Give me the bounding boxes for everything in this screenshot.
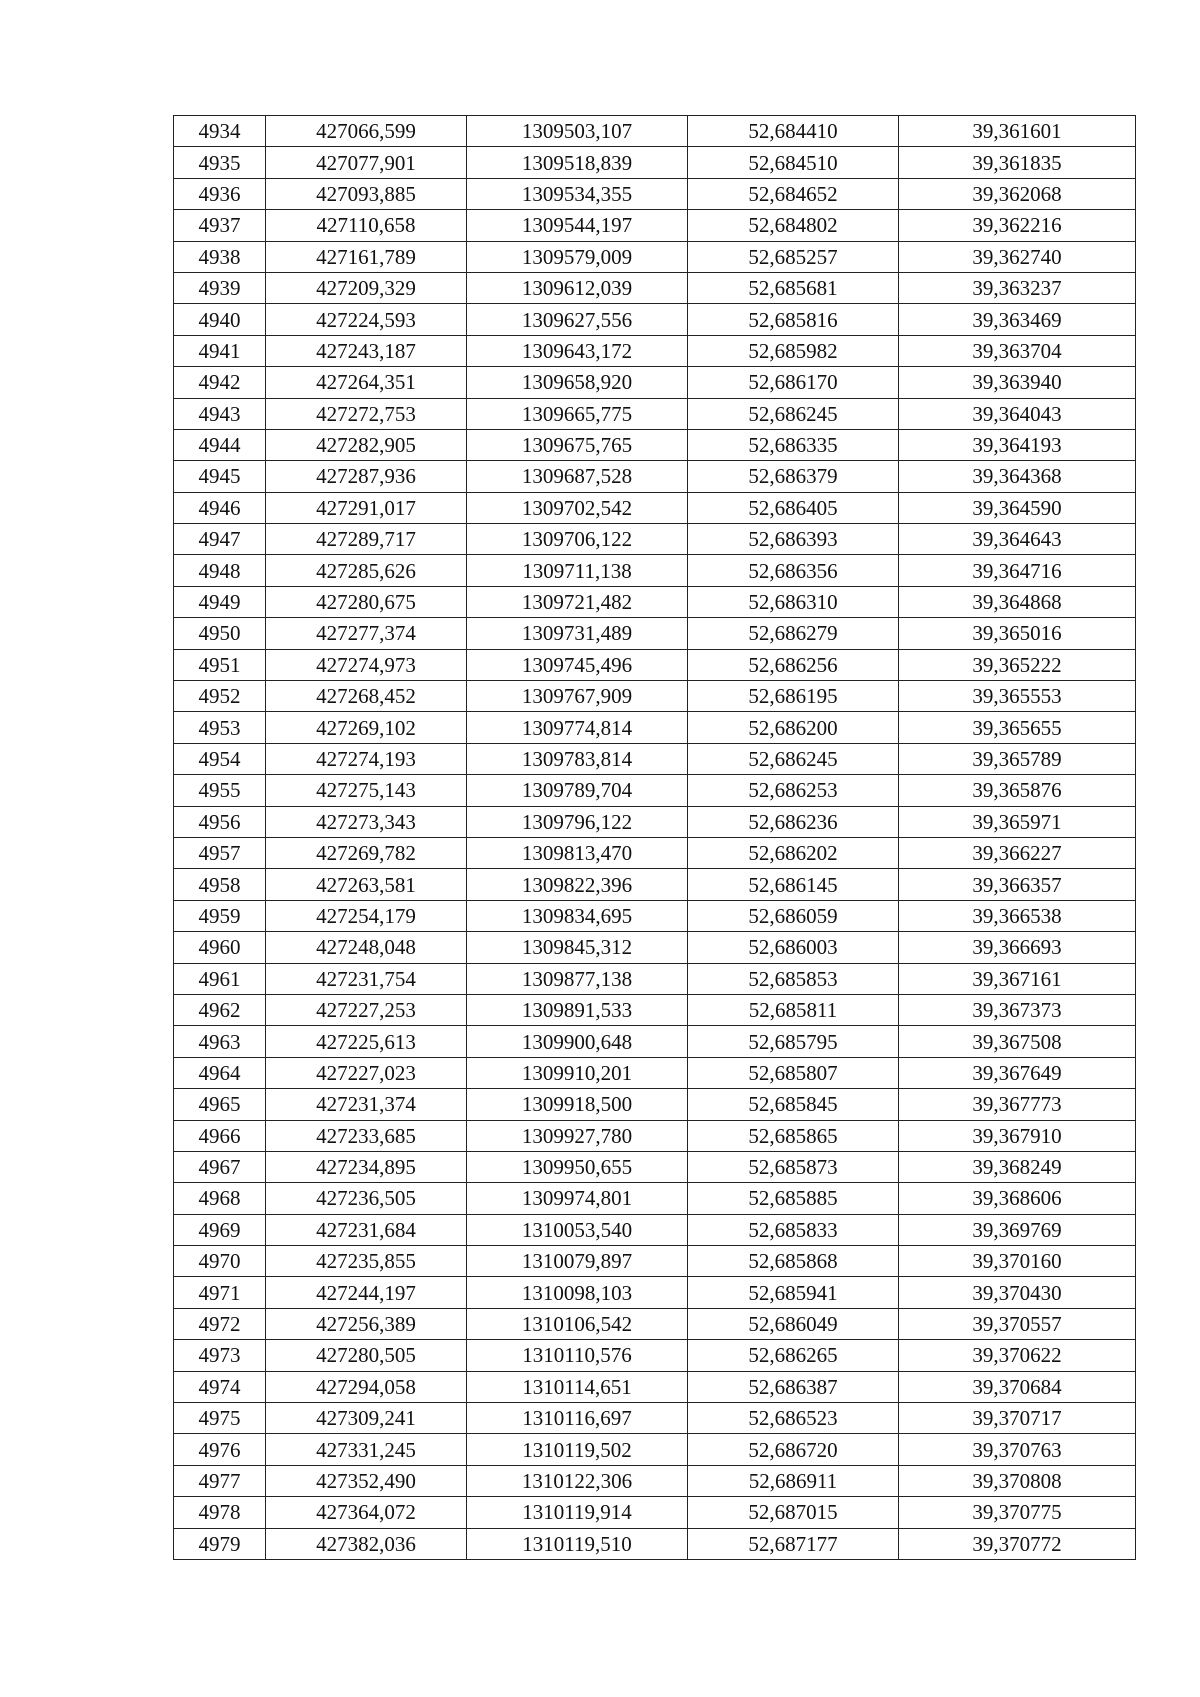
longitude-cell: 39,370717 [899,1403,1136,1434]
table-row [174,869,1136,900]
latitude-cell: 52,685865 [688,1120,899,1151]
x-coordinate-cell: 427274,193 [266,743,467,774]
longitude-cell: 39,367910 [899,1120,1136,1151]
latitude-cell: 52,686145 [688,869,899,900]
latitude-cell: 52,685868 [688,1246,899,1277]
table-row [174,1026,1136,1057]
x-coordinate-cell: 427161,789 [266,241,467,272]
table-row [174,1465,1136,1496]
x-coordinate-cell: 427277,374 [266,618,467,649]
x-coordinate-cell: 427233,685 [266,1120,467,1151]
point-number-cell: 4940 [174,304,266,335]
longitude-cell: 39,363704 [899,335,1136,366]
longitude-cell: 39,370775 [899,1497,1136,1528]
y-coordinate-cell: 1309950,655 [467,1151,688,1182]
x-coordinate-cell: 427275,143 [266,775,467,806]
x-coordinate-cell: 427382,036 [266,1528,467,1559]
longitude-cell: 39,368249 [899,1151,1136,1182]
point-number-cell: 4978 [174,1497,266,1528]
latitude-cell: 52,686200 [688,712,899,743]
point-number-cell: 4973 [174,1340,266,1371]
point-number-cell: 4966 [174,1120,266,1151]
longitude-cell: 39,364643 [899,524,1136,555]
table-row [174,335,1136,366]
table-row [174,1308,1136,1339]
point-number-cell: 4976 [174,1434,266,1465]
table-row [174,1120,1136,1151]
latitude-cell: 52,686720 [688,1434,899,1465]
point-number-cell: 4939 [174,272,266,303]
table-row [174,586,1136,617]
y-coordinate-cell: 1310053,540 [467,1214,688,1245]
latitude-cell: 52,686236 [688,806,899,837]
y-coordinate-cell: 1310098,103 [467,1277,688,1308]
x-coordinate-cell: 427289,717 [266,524,467,555]
latitude-cell: 52,686245 [688,398,899,429]
table-row [174,1057,1136,1088]
x-coordinate-cell: 427280,505 [266,1340,467,1371]
y-coordinate-cell: 1309731,489 [467,618,688,649]
x-coordinate-cell: 427264,351 [266,367,467,398]
longitude-cell: 39,370622 [899,1340,1136,1371]
table-row [174,492,1136,523]
y-coordinate-cell: 1309918,500 [467,1089,688,1120]
latitude-cell: 52,686245 [688,743,899,774]
latitude-cell: 52,686003 [688,932,899,963]
table-row [174,1246,1136,1277]
y-coordinate-cell: 1310119,914 [467,1497,688,1528]
point-number-cell: 4942 [174,367,266,398]
x-coordinate-cell: 427331,245 [266,1434,467,1465]
x-coordinate-cell: 427231,374 [266,1089,467,1120]
table-row [174,712,1136,743]
point-number-cell: 4974 [174,1371,266,1402]
longitude-cell: 39,364193 [899,429,1136,460]
point-number-cell: 4968 [174,1183,266,1214]
longitude-cell: 39,367161 [899,963,1136,994]
longitude-cell: 39,370763 [899,1434,1136,1465]
y-coordinate-cell: 1309643,172 [467,335,688,366]
table-row [174,461,1136,492]
point-number-cell: 4955 [174,775,266,806]
point-number-cell: 4948 [174,555,266,586]
y-coordinate-cell: 1310116,697 [467,1403,688,1434]
y-coordinate-cell: 1309774,814 [467,712,688,743]
point-number-cell: 4946 [174,492,266,523]
point-number-cell: 4972 [174,1308,266,1339]
table-row [174,1089,1136,1120]
y-coordinate-cell: 1309579,009 [467,241,688,272]
table-row [174,900,1136,931]
x-coordinate-cell: 427256,389 [266,1308,467,1339]
x-coordinate-cell: 427282,905 [266,429,467,460]
longitude-cell: 39,370808 [899,1465,1136,1496]
latitude-cell: 52,686265 [688,1340,899,1371]
y-coordinate-cell: 1309796,122 [467,806,688,837]
table-row [174,1434,1136,1465]
x-coordinate-cell: 427227,253 [266,994,467,1025]
point-number-cell: 4944 [174,429,266,460]
table-row [174,1183,1136,1214]
x-coordinate-cell: 427234,895 [266,1151,467,1182]
x-coordinate-cell: 427110,658 [266,210,467,241]
table-row [174,147,1136,178]
latitude-cell: 52,686356 [688,555,899,586]
x-coordinate-cell: 427077,901 [266,147,467,178]
y-coordinate-cell: 1309665,775 [467,398,688,429]
latitude-cell: 52,687177 [688,1528,899,1559]
table-row [174,649,1136,680]
y-coordinate-cell: 1310110,576 [467,1340,688,1371]
point-number-cell: 4969 [174,1214,266,1245]
x-coordinate-cell: 427227,023 [266,1057,467,1088]
y-coordinate-cell: 1309721,482 [467,586,688,617]
longitude-cell: 39,368606 [899,1183,1136,1214]
latitude-cell: 52,685257 [688,241,899,272]
latitude-cell: 52,686911 [688,1465,899,1496]
point-number-cell: 4935 [174,147,266,178]
y-coordinate-cell: 1309518,839 [467,147,688,178]
x-coordinate-cell: 427235,855 [266,1246,467,1277]
point-number-cell: 4979 [174,1528,266,1559]
table-row [174,178,1136,209]
x-coordinate-cell: 427364,072 [266,1497,467,1528]
y-coordinate-cell: 1309658,920 [467,367,688,398]
longitude-cell: 39,367508 [899,1026,1136,1057]
table-row [174,116,1136,147]
table-row [174,681,1136,712]
point-number-cell: 4937 [174,210,266,241]
y-coordinate-cell: 1309503,107 [467,116,688,147]
longitude-cell: 39,365222 [899,649,1136,680]
latitude-cell: 52,686195 [688,681,899,712]
x-coordinate-cell: 427066,599 [266,116,467,147]
point-number-cell: 4936 [174,178,266,209]
latitude-cell: 52,686202 [688,837,899,868]
y-coordinate-cell: 1309813,470 [467,837,688,868]
latitude-cell: 52,684802 [688,210,899,241]
latitude-cell: 52,685853 [688,963,899,994]
point-number-cell: 4954 [174,743,266,774]
latitude-cell: 52,685795 [688,1026,899,1057]
x-coordinate-cell: 427231,684 [266,1214,467,1245]
longitude-cell: 39,363237 [899,272,1136,303]
y-coordinate-cell: 1309745,496 [467,649,688,680]
x-coordinate-cell: 427352,490 [266,1465,467,1496]
x-coordinate-cell: 427244,197 [266,1277,467,1308]
point-number-cell: 4971 [174,1277,266,1308]
longitude-cell: 39,361835 [899,147,1136,178]
point-number-cell: 4943 [174,398,266,429]
y-coordinate-cell: 1309544,197 [467,210,688,241]
table-row [174,743,1136,774]
table-row [174,1528,1136,1559]
point-number-cell: 4960 [174,932,266,963]
y-coordinate-cell: 1309706,122 [467,524,688,555]
coordinates-table-body [174,116,1136,1560]
x-coordinate-cell: 427309,241 [266,1403,467,1434]
y-coordinate-cell: 1309974,801 [467,1183,688,1214]
x-coordinate-cell: 427285,626 [266,555,467,586]
longitude-cell: 39,369769 [899,1214,1136,1245]
table-row [174,963,1136,994]
x-coordinate-cell: 427294,058 [266,1371,467,1402]
table-row [174,1340,1136,1371]
latitude-cell: 52,686405 [688,492,899,523]
x-coordinate-cell: 427236,505 [266,1183,467,1214]
y-coordinate-cell: 1309822,396 [467,869,688,900]
y-coordinate-cell: 1309891,533 [467,994,688,1025]
y-coordinate-cell: 1309834,695 [467,900,688,931]
x-coordinate-cell: 427269,102 [266,712,467,743]
table-row [174,304,1136,335]
point-number-cell: 4956 [174,806,266,837]
longitude-cell: 39,364716 [899,555,1136,586]
y-coordinate-cell: 1309910,201 [467,1057,688,1088]
point-number-cell: 4962 [174,994,266,1025]
latitude-cell: 52,686049 [688,1308,899,1339]
longitude-cell: 39,364590 [899,492,1136,523]
table-row [174,837,1136,868]
y-coordinate-cell: 1309767,909 [467,681,688,712]
table-row [174,398,1136,429]
latitude-cell: 52,684410 [688,116,899,147]
latitude-cell: 52,685807 [688,1057,899,1088]
y-coordinate-cell: 1309687,528 [467,461,688,492]
latitude-cell: 52,685845 [688,1089,899,1120]
latitude-cell: 52,685941 [688,1277,899,1308]
point-number-cell: 4977 [174,1465,266,1496]
x-coordinate-cell: 427254,179 [266,900,467,931]
latitude-cell: 52,685885 [688,1183,899,1214]
longitude-cell: 39,365971 [899,806,1136,837]
latitude-cell: 52,685982 [688,335,899,366]
longitude-cell: 39,367773 [899,1089,1136,1120]
x-coordinate-cell: 427093,885 [266,178,467,209]
table-row [174,1371,1136,1402]
table-row [174,241,1136,272]
latitude-cell: 52,686310 [688,586,899,617]
latitude-cell: 52,686523 [688,1403,899,1434]
point-number-cell: 4947 [174,524,266,555]
table-row [174,1151,1136,1182]
point-number-cell: 4938 [174,241,266,272]
longitude-cell: 39,370772 [899,1528,1136,1559]
y-coordinate-cell: 1310119,510 [467,1528,688,1559]
longitude-cell: 39,370160 [899,1246,1136,1277]
longitude-cell: 39,365876 [899,775,1136,806]
y-coordinate-cell: 1309789,704 [467,775,688,806]
longitude-cell: 39,361601 [899,116,1136,147]
x-coordinate-cell: 427268,452 [266,681,467,712]
latitude-cell: 52,686393 [688,524,899,555]
x-coordinate-cell: 427225,613 [266,1026,467,1057]
x-coordinate-cell: 427269,782 [266,837,467,868]
point-number-cell: 4961 [174,963,266,994]
longitude-cell: 39,366693 [899,932,1136,963]
latitude-cell: 52,684510 [688,147,899,178]
point-number-cell: 4965 [174,1089,266,1120]
y-coordinate-cell: 1310106,542 [467,1308,688,1339]
y-coordinate-cell: 1309702,542 [467,492,688,523]
longitude-cell: 39,362068 [899,178,1136,209]
table-row [174,272,1136,303]
longitude-cell: 39,363940 [899,367,1136,398]
latitude-cell: 52,685873 [688,1151,899,1182]
table-row [174,1214,1136,1245]
table-row [174,429,1136,460]
table-row [174,806,1136,837]
x-coordinate-cell: 427287,936 [266,461,467,492]
y-coordinate-cell: 1309627,556 [467,304,688,335]
longitude-cell: 39,367649 [899,1057,1136,1088]
latitude-cell: 52,686335 [688,429,899,460]
table-row [174,555,1136,586]
table-row [174,1403,1136,1434]
table-row [174,618,1136,649]
y-coordinate-cell: 1309534,355 [467,178,688,209]
longitude-cell: 39,365016 [899,618,1136,649]
table-row [174,367,1136,398]
table-row [174,775,1136,806]
x-coordinate-cell: 427273,343 [266,806,467,837]
longitude-cell: 39,370684 [899,1371,1136,1402]
latitude-cell: 52,685816 [688,304,899,335]
longitude-cell: 39,365553 [899,681,1136,712]
y-coordinate-cell: 1310119,502 [467,1434,688,1465]
y-coordinate-cell: 1309711,138 [467,555,688,586]
latitude-cell: 52,685811 [688,994,899,1025]
point-number-cell: 4934 [174,116,266,147]
latitude-cell: 52,686387 [688,1371,899,1402]
point-number-cell: 4950 [174,618,266,649]
point-number-cell: 4959 [174,900,266,931]
x-coordinate-cell: 427243,187 [266,335,467,366]
point-number-cell: 4963 [174,1026,266,1057]
longitude-cell: 39,365789 [899,743,1136,774]
latitude-cell: 52,686256 [688,649,899,680]
x-coordinate-cell: 427274,973 [266,649,467,680]
longitude-cell: 39,370430 [899,1277,1136,1308]
longitude-cell: 39,364868 [899,586,1136,617]
point-number-cell: 4949 [174,586,266,617]
x-coordinate-cell: 427209,329 [266,272,467,303]
longitude-cell: 39,362216 [899,210,1136,241]
y-coordinate-cell: 1309900,648 [467,1026,688,1057]
y-coordinate-cell: 1310114,651 [467,1371,688,1402]
y-coordinate-cell: 1309675,765 [467,429,688,460]
x-coordinate-cell: 427248,048 [266,932,467,963]
longitude-cell: 39,363469 [899,304,1136,335]
longitude-cell: 39,366538 [899,900,1136,931]
y-coordinate-cell: 1310079,897 [467,1246,688,1277]
y-coordinate-cell: 1309845,312 [467,932,688,963]
table-row [174,524,1136,555]
longitude-cell: 39,366227 [899,837,1136,868]
table-row [174,1497,1136,1528]
y-coordinate-cell: 1309927,780 [467,1120,688,1151]
latitude-cell: 52,686059 [688,900,899,931]
point-number-cell: 4958 [174,869,266,900]
point-number-cell: 4951 [174,649,266,680]
table-row [174,994,1136,1025]
table-row [174,932,1136,963]
point-number-cell: 4952 [174,681,266,712]
table-row [174,210,1136,241]
x-coordinate-cell: 427291,017 [266,492,467,523]
point-number-cell: 4964 [174,1057,266,1088]
point-number-cell: 4941 [174,335,266,366]
y-coordinate-cell: 1309877,138 [467,963,688,994]
x-coordinate-cell: 427224,593 [266,304,467,335]
latitude-cell: 52,686170 [688,367,899,398]
longitude-cell: 39,367373 [899,994,1136,1025]
x-coordinate-cell: 427263,581 [266,869,467,900]
latitude-cell: 52,686253 [688,775,899,806]
x-coordinate-cell: 427280,675 [266,586,467,617]
y-coordinate-cell: 1309783,814 [467,743,688,774]
point-number-cell: 4957 [174,837,266,868]
coordinates-table [173,115,1136,1560]
y-coordinate-cell: 1310122,306 [467,1465,688,1496]
longitude-cell: 39,364368 [899,461,1136,492]
latitude-cell: 52,685833 [688,1214,899,1245]
latitude-cell: 52,685681 [688,272,899,303]
longitude-cell: 39,362740 [899,241,1136,272]
point-number-cell: 4970 [174,1246,266,1277]
longitude-cell: 39,370557 [899,1308,1136,1339]
table-row [174,1277,1136,1308]
x-coordinate-cell: 427272,753 [266,398,467,429]
latitude-cell: 52,686279 [688,618,899,649]
latitude-cell: 52,686379 [688,461,899,492]
point-number-cell: 4945 [174,461,266,492]
point-number-cell: 4967 [174,1151,266,1182]
longitude-cell: 39,366357 [899,869,1136,900]
longitude-cell: 39,365655 [899,712,1136,743]
longitude-cell: 39,364043 [899,398,1136,429]
point-number-cell: 4975 [174,1403,266,1434]
latitude-cell: 52,687015 [688,1497,899,1528]
point-number-cell: 4953 [174,712,266,743]
y-coordinate-cell: 1309612,039 [467,272,688,303]
latitude-cell: 52,684652 [688,178,899,209]
x-coordinate-cell: 427231,754 [266,963,467,994]
